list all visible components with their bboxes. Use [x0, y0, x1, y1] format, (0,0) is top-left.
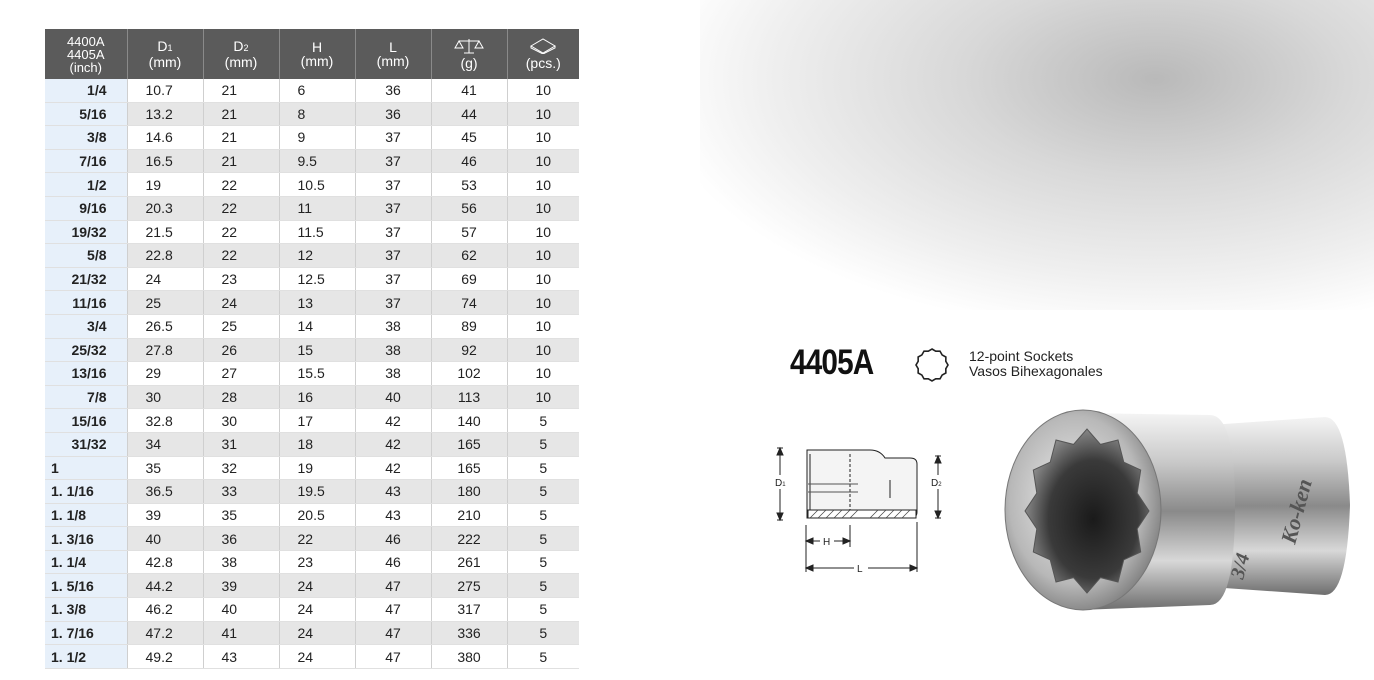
weight-cell: 140 [431, 409, 507, 433]
d1-cell: 42.8 [127, 550, 203, 574]
h-cell: 9.5 [279, 149, 355, 173]
d2-cell: 30 [203, 409, 279, 433]
d1-cell: 39 [127, 503, 203, 527]
qty-cell: 5 [507, 409, 579, 433]
header-size-line3: (inch) [69, 59, 102, 75]
weight-cell: 180 [431, 480, 507, 504]
size-cell: 21/32 [45, 267, 127, 291]
header-h-unit: (mm) [300, 53, 334, 69]
h-cell: 24 [279, 645, 355, 669]
table-row [45, 291, 579, 315]
d2-cell: 21 [203, 102, 279, 126]
d2-cell: 40 [203, 598, 279, 622]
header-d2 [203, 29, 279, 79]
weight-cell: 210 [431, 503, 507, 527]
l-cell: 42 [355, 409, 431, 433]
header-d1 [127, 29, 203, 79]
weight-cell: 275 [431, 574, 507, 598]
weight-cell: 53 [431, 173, 507, 197]
d1-cell: 25 [127, 291, 203, 315]
d1-cell: 46.2 [127, 598, 203, 622]
d2-cell: 22 [203, 244, 279, 268]
table-row [45, 645, 579, 669]
h-cell: 12 [279, 244, 355, 268]
size-cell: 1 [45, 456, 127, 480]
weight-cell: 165 [431, 456, 507, 480]
header-d1-sub: 1 [167, 43, 173, 53]
dimension-diagram [770, 440, 950, 580]
table-row [45, 621, 579, 645]
description-spanish: Vasos Bihexagonales [969, 363, 1103, 379]
qty-cell: 10 [507, 291, 579, 315]
header-d2-label: D [233, 38, 244, 54]
table-row [45, 362, 579, 386]
size-cell: 5/16 [45, 102, 127, 126]
qty-cell: 5 [507, 432, 579, 456]
qty-cell: 10 [507, 220, 579, 244]
h-cell: 15.5 [279, 362, 355, 386]
d2-cell: 41 [203, 621, 279, 645]
table-row [45, 220, 579, 244]
qty-cell: 10 [507, 314, 579, 338]
table-row [45, 550, 579, 574]
header-d2-sub: 2 [243, 43, 249, 53]
qty-cell: 5 [507, 480, 579, 504]
header-size [45, 29, 127, 79]
h-cell: 13 [279, 291, 355, 315]
d2-cell: 33 [203, 480, 279, 504]
header-size-line1: 4400A [66, 33, 105, 49]
weight-cell: 74 [431, 291, 507, 315]
h-cell: 6 [279, 79, 355, 102]
d2-cell: 22 [203, 196, 279, 220]
d1-cell: 16.5 [127, 149, 203, 173]
model-number: 4405A [790, 343, 874, 382]
d2-cell: 23 [203, 267, 279, 291]
h-cell: 16 [279, 385, 355, 409]
qty-cell: 10 [507, 149, 579, 173]
l-cell: 43 [355, 480, 431, 504]
h-cell: 20.5 [279, 503, 355, 527]
weight-cell: 57 [431, 220, 507, 244]
table-row [45, 456, 579, 480]
weight-cell: 113 [431, 385, 507, 409]
d2-cell: 32 [203, 456, 279, 480]
qty-cell: 10 [507, 196, 579, 220]
qty-cell: 10 [507, 102, 579, 126]
d1-cell: 32.8 [127, 409, 203, 433]
header-quantity-unit: (pcs.) [525, 55, 561, 71]
l-cell: 37 [355, 267, 431, 291]
table-row [45, 527, 579, 551]
size-cell: 1. 1/16 [45, 480, 127, 504]
d1-cell: 19 [127, 173, 203, 197]
l-cell: 43 [355, 503, 431, 527]
qty-cell: 5 [507, 456, 579, 480]
qty-cell: 10 [507, 126, 579, 150]
h-cell: 10.5 [279, 173, 355, 197]
h-cell: 15 [279, 338, 355, 362]
l-cell: 46 [355, 550, 431, 574]
d2-cell: 28 [203, 385, 279, 409]
twelve-point-icon [914, 347, 950, 383]
size-cell: 1. 7/16 [45, 621, 127, 645]
d1-cell: 35 [127, 456, 203, 480]
table-row [45, 598, 579, 622]
table-row [45, 102, 579, 126]
table-row [45, 126, 579, 150]
table-row [45, 338, 579, 362]
header-l [355, 29, 431, 79]
description-english: 12-point Sockets [969, 348, 1074, 364]
h-cell: 11.5 [279, 220, 355, 244]
weight-cell: 261 [431, 550, 507, 574]
l-cell: 38 [355, 362, 431, 386]
size-cell: 7/16 [45, 149, 127, 173]
d1-cell: 34 [127, 432, 203, 456]
qty-cell: 10 [507, 385, 579, 409]
size-cell: 1. 3/16 [45, 527, 127, 551]
d2-cell: 31 [203, 432, 279, 456]
header-quantity [507, 29, 579, 79]
l-cell: 37 [355, 291, 431, 315]
weight-cell: 89 [431, 314, 507, 338]
d1-cell: 27.8 [127, 338, 203, 362]
header-weight [431, 29, 507, 79]
weight-cell: 222 [431, 527, 507, 551]
qty-cell: 5 [507, 503, 579, 527]
h-cell: 12.5 [279, 267, 355, 291]
l-cell: 42 [355, 456, 431, 480]
weight-cell: 45 [431, 126, 507, 150]
d1-cell: 21.5 [127, 220, 203, 244]
qty-cell: 10 [507, 79, 579, 102]
d2-cell: 24 [203, 291, 279, 315]
background-glow [700, 0, 1374, 310]
size-cell: 19/32 [45, 220, 127, 244]
qty-cell: 10 [507, 362, 579, 386]
weight-cell: 41 [431, 79, 507, 102]
size-cell: 13/16 [45, 362, 127, 386]
scale-icon [454, 38, 484, 54]
table-row [45, 409, 579, 433]
table-body [45, 79, 579, 668]
d1-cell: 36.5 [127, 480, 203, 504]
qty-cell: 5 [507, 550, 579, 574]
h-cell: 11 [279, 196, 355, 220]
size-cell: 1. 1/4 [45, 550, 127, 574]
qty-cell: 5 [507, 598, 579, 622]
d1-cell: 13.2 [127, 102, 203, 126]
d2-cell: 25 [203, 314, 279, 338]
weight-cell: 69 [431, 267, 507, 291]
header-h-label: H [311, 39, 323, 55]
header-l-unit: (mm) [376, 53, 410, 69]
size-cell: 1. 5/16 [45, 574, 127, 598]
l-cell: 47 [355, 574, 431, 598]
diagram-l-label: L [857, 564, 863, 575]
qty-cell: 10 [507, 267, 579, 291]
table-row [45, 196, 579, 220]
d1-cell: 26.5 [127, 314, 203, 338]
table-row [45, 314, 579, 338]
d1-cell: 10.7 [127, 79, 203, 102]
weight-cell: 102 [431, 362, 507, 386]
l-cell: 37 [355, 149, 431, 173]
table-row [45, 480, 579, 504]
qty-cell: 5 [507, 621, 579, 645]
table-row [45, 79, 579, 102]
d1-cell: 49.2 [127, 645, 203, 669]
l-cell: 47 [355, 645, 431, 669]
d2-cell: 39 [203, 574, 279, 598]
d1-cell: 24 [127, 267, 203, 291]
qty-cell: 10 [507, 244, 579, 268]
weight-cell: 56 [431, 196, 507, 220]
table-row [45, 574, 579, 598]
table-row [45, 385, 579, 409]
size-cell: 25/32 [45, 338, 127, 362]
d2-cell: 43 [203, 645, 279, 669]
weight-cell: 92 [431, 338, 507, 362]
l-cell: 38 [355, 338, 431, 362]
l-cell: 37 [355, 244, 431, 268]
h-cell: 14 [279, 314, 355, 338]
d1-cell: 22.8 [127, 244, 203, 268]
weight-cell: 165 [431, 432, 507, 456]
h-cell: 23 [279, 550, 355, 574]
size-cell: 3/8 [45, 126, 127, 150]
d2-cell: 21 [203, 79, 279, 102]
d2-cell: 35 [203, 503, 279, 527]
weight-cell: 62 [431, 244, 507, 268]
l-cell: 37 [355, 196, 431, 220]
qty-cell: 10 [507, 338, 579, 362]
size-cell: 1. 1/8 [45, 503, 127, 527]
package-icon [530, 38, 556, 54]
socket-size-mark: 3/4 [1226, 550, 1255, 582]
header-d1-unit: (mm) [148, 54, 182, 70]
l-cell: 46 [355, 527, 431, 551]
d2-cell: 36 [203, 527, 279, 551]
d2-cell: 22 [203, 220, 279, 244]
socket-engraving: Ko-ken [1275, 476, 1317, 547]
qty-cell: 5 [507, 527, 579, 551]
size-cell: 5/8 [45, 244, 127, 268]
weight-cell: 317 [431, 598, 507, 622]
size-cell: 1/2 [45, 173, 127, 197]
header-d1-label: D [157, 38, 168, 54]
socket-photo [995, 405, 1355, 620]
h-cell: 8 [279, 102, 355, 126]
l-cell: 47 [355, 598, 431, 622]
d1-cell: 47.2 [127, 621, 203, 645]
h-cell: 18 [279, 432, 355, 456]
l-cell: 37 [355, 220, 431, 244]
spec-table [45, 29, 579, 669]
size-cell: 9/16 [45, 196, 127, 220]
d2-cell: 22 [203, 173, 279, 197]
h-cell: 24 [279, 574, 355, 598]
l-cell: 36 [355, 102, 431, 126]
size-cell: 1. 3/8 [45, 598, 127, 622]
d2-cell: 21 [203, 149, 279, 173]
l-cell: 36 [355, 79, 431, 102]
h-cell: 24 [279, 598, 355, 622]
size-cell: 11/16 [45, 291, 127, 315]
qty-cell: 5 [507, 645, 579, 669]
l-cell: 40 [355, 385, 431, 409]
h-cell: 19 [279, 456, 355, 480]
weight-cell: 336 [431, 621, 507, 645]
header-weight-unit: (g) [460, 55, 478, 71]
h-cell: 9 [279, 126, 355, 150]
table-row [45, 267, 579, 291]
l-cell: 37 [355, 173, 431, 197]
table-row [45, 432, 579, 456]
d2-cell: 26 [203, 338, 279, 362]
header-size-line2: 4405A [66, 46, 105, 62]
size-cell: 3/4 [45, 314, 127, 338]
size-cell: 1. 1/2 [45, 645, 127, 669]
h-cell: 17 [279, 409, 355, 433]
d2-cell: 38 [203, 550, 279, 574]
h-cell: 22 [279, 527, 355, 551]
size-cell: 7/8 [45, 385, 127, 409]
weight-cell: 44 [431, 102, 507, 126]
qty-cell: 10 [507, 173, 579, 197]
table-row [45, 244, 579, 268]
size-cell: 31/32 [45, 432, 127, 456]
table-header-row [45, 29, 579, 79]
weight-cell: 46 [431, 149, 507, 173]
diagram-h-label: H [823, 537, 831, 548]
table-row [45, 173, 579, 197]
d1-cell: 29 [127, 362, 203, 386]
header-h [279, 29, 355, 79]
l-cell: 47 [355, 621, 431, 645]
d2-cell: 27 [203, 362, 279, 386]
l-cell: 38 [355, 314, 431, 338]
header-l-label: L [389, 39, 397, 55]
qty-cell: 5 [507, 574, 579, 598]
table-row [45, 503, 579, 527]
d1-cell: 30 [127, 385, 203, 409]
d2-cell: 21 [203, 126, 279, 150]
h-cell: 24 [279, 621, 355, 645]
size-cell: 1/4 [45, 79, 127, 102]
h-cell: 19.5 [279, 480, 355, 504]
product-description [969, 349, 1103, 379]
d1-cell: 14.6 [127, 126, 203, 150]
l-cell: 37 [355, 126, 431, 150]
d1-cell: 20.3 [127, 196, 203, 220]
size-cell: 15/16 [45, 409, 127, 433]
header-d2-unit: (mm) [224, 54, 258, 70]
d1-cell: 44.2 [127, 574, 203, 598]
table-row [45, 149, 579, 173]
weight-cell: 380 [431, 645, 507, 669]
l-cell: 42 [355, 432, 431, 456]
d1-cell: 40 [127, 527, 203, 551]
diagram-d1-label: D1 [775, 478, 786, 489]
diagram-d2-label: D2 [931, 478, 942, 489]
